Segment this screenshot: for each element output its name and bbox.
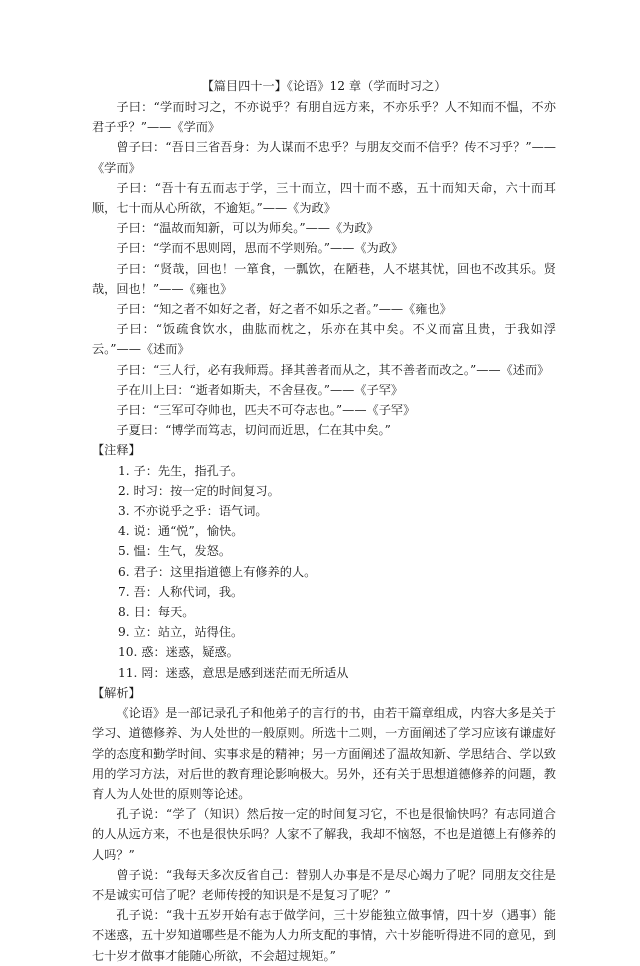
note-item: 8. 日：每天。 [118, 605, 195, 620]
quote-paragraph: 子曰：“吾十有五而志于学，三十而立，四十而不惑，五十而知天命，六十而耳顺，七十而从心所欲，不逾矩。”——《为政》 [92, 180, 556, 216]
note-item: 10. 惑：迷惑，疑惑。 [118, 645, 239, 660]
note-item: 4. 说：通“悦”，愉快。 [118, 524, 244, 539]
note-item: 3. 不亦说乎之乎：语气词。 [118, 504, 268, 519]
note-item: 6. 君子：这里指道德上有修养的人。 [118, 564, 317, 579]
quote-paragraph: 子曰：“贤哉，回也！一箪食，一瓢饮，在陋巷，人不堪其忧，回也不改其乐。贤哉，回也！”——《雍也》 [92, 261, 556, 296]
note-item: 7. 吾：人称代词，我。 [118, 584, 244, 599]
quote-paragraph: 子曰：“知之者不如好之者，好之者不如乐之者。”——《雍也》 [116, 302, 452, 317]
quote-paragraph: 子曰：“三人行，必有我师焉。择其善者而从之，其不善者而改之。”——《述而》 [116, 362, 550, 377]
quote-paragraph: 子曰：“三军可夺帅也，匹夫不可夺志也。”——《子罕》 [116, 403, 416, 418]
quote-paragraph: 子曰：“温故而知新，可以为师矣。”——《为政》 [116, 221, 379, 236]
note-item: 5. 愠：生气，发怒。 [118, 544, 232, 559]
analysis-paragraph: 曾子说：“我每天多次反省自己：替别人办事是不是尽心竭力了呢？同朋友交往是不是诚实可信了呢？老师传授的知识是不是复习了呢？” [92, 867, 556, 902]
quotes-section [92, 97, 556, 440]
quote-paragraph: 曾子曰：“吾日三省吾身：为人谋而不忠乎？与朋友交而不信乎？传不习乎？”——《学而》 [92, 140, 556, 175]
notes-heading: 【注释】 [92, 443, 141, 458]
note-item: 11. 罔：迷惑，意思是感到迷茫而无所适从 [118, 665, 349, 680]
analysis-heading: 【解析】 [92, 685, 141, 700]
quote-paragraph: 子曰：“学而不思则罔，思而不学则殆。”——《为政》 [116, 241, 404, 256]
quote-paragraph: 子夏曰：“博学而笃志，切问而近思，仁在其中矣。” [116, 423, 391, 438]
analysis-paragraph: 孔子说：“我十五岁开始有志于做学问，三十岁能独立做事情，四十岁（遇事）能不迷惑，五十岁知道哪些是不能为人力所支配的事情，六十岁能听得进不同的意见，到七十岁才做事才能随心所欲，不会超过规矩。” [92, 908, 556, 963]
quote-paragraph: 子在川上曰：“逝者如斯夫，不舍昼夜。”——《子罕》 [116, 382, 404, 397]
analysis-section [92, 703, 556, 966]
notes-list [92, 461, 556, 683]
analysis-paragraph: 孔子说：“学了（知识）然后按一定的时间复习它，不也是很愉快吗？有志同道合的人从远方来，不也是很快乐吗？人家不了解我，我却不恼怒，不也是道德上有修养的人吗？” [92, 807, 556, 862]
note-item: 2. 时习：按一定的时间复习。 [118, 483, 280, 498]
note-item: 9. 立：站立，站得住。 [118, 625, 244, 640]
quote-paragraph: 子曰：“学而时习之，不亦说乎？有朋自远方来，不亦乐乎？人不知而不愠，不亦君子乎？”——《学而》 [92, 100, 556, 135]
page-title: 【篇目四十一】《论语》12 章（学而时习之） [201, 79, 447, 93]
note-item: 1. 子：先生，指孔子。 [118, 463, 244, 478]
analysis-paragraph: 《论语》是一部记录孔子和他弟子的言行的书，由若干篇章组成，内容大多是关于学习、道德修养、为人处世的一般原则。所选十二则，一方面阐述了学习应该有谦虚好学的态度和勤学时间、实事求是的精神；另一方面阐述了温故知新、学思结合、学以致用的学习方法，对后世的教育理论影响极大。另外，还有关于思想道德修养的问题，教育人为人处世的原则等论述。 [92, 706, 556, 801]
quote-paragraph: 子曰：“饭疏食饮水，曲肱而枕之，乐亦在其中矣。不义而富且贵，于我如浮云。”——《述而》 [92, 322, 556, 357]
document-page [92, 76, 556, 966]
